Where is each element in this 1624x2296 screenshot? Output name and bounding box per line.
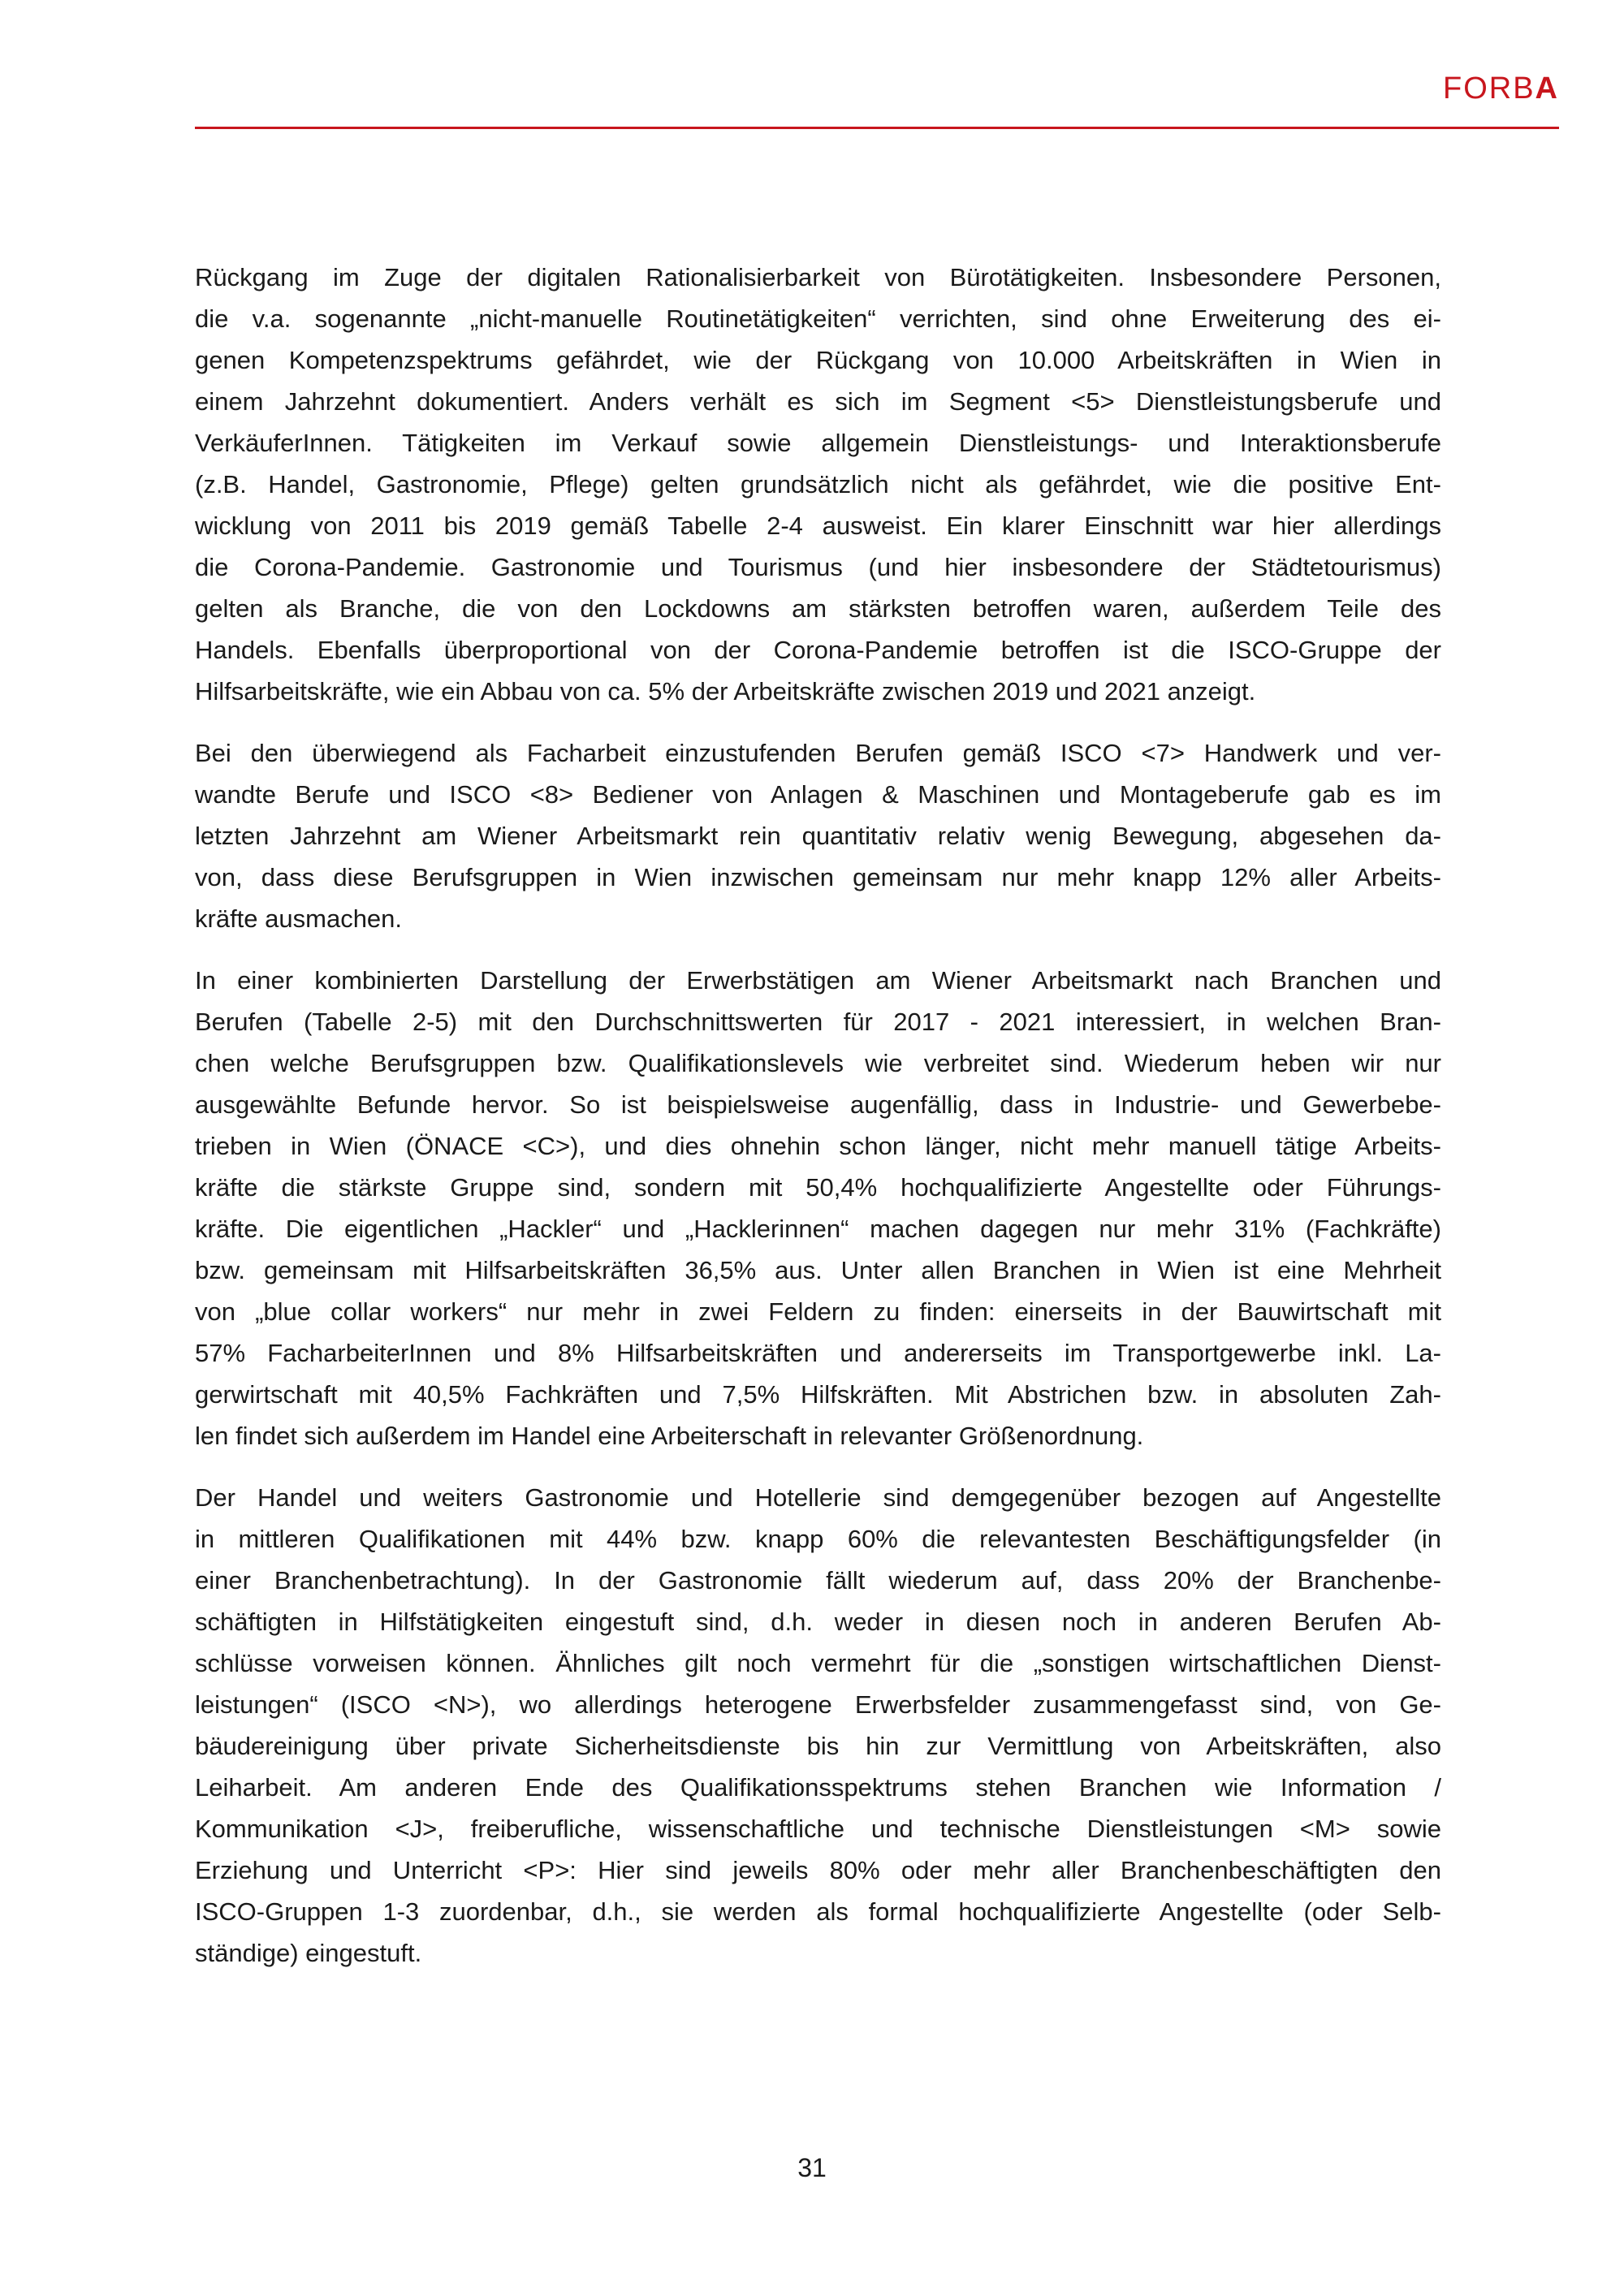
text-line: die v.a. sogenannte „nicht-manuelle Routinetätigkeiten“ verrichten, sind ohne Erweiterung des ei-	[195, 304, 1441, 333]
text-line: einem Jahrzehnt dokumentiert. Anders verhält es sich im Segment <5> Dienstleistungsberufe und	[195, 387, 1441, 416]
paragraph	[195, 1477, 1441, 1974]
text-line: von, dass diese Berufsgruppen in Wien inzwischen gemeinsam nur mehr knapp 12% aller Arbeits-	[195, 863, 1441, 891]
text-line: schlüsse vorweisen können. Ähnliches gilt noch vermehrt für die „sonstigen wirtschaftlichen Dienst-	[195, 1649, 1441, 1677]
text-line: Erziehung und Unterricht <P>: Hier sind jeweils 80% oder mehr aller Branchenbeschäftigten den	[195, 1856, 1441, 1884]
text-line: Bei den überwiegend als Facharbeit einzustufenden Berufen gemäß ISCO <7> Handwerk und ver-	[195, 739, 1441, 767]
paragraph	[195, 960, 1441, 1457]
text-line: leistungen“ (ISCO <N>), wo allerdings heterogene Erwerbsfelder zusammengefasst sind, von Ge-	[195, 1690, 1441, 1719]
text-line: kräfte die stärkste Gruppe sind, sondern mit 50,4% hochqualifizierte Angestellte oder Führungs-	[195, 1173, 1441, 1202]
text-line: genen Kompetenzspektrums gefährdet, wie der Rückgang von 10.000 Arbeitskräften in Wien in	[195, 346, 1441, 374]
text-line: kräfte. Die eigentlichen „Hackler“ und „Hacklerinnen“ machen dagegen nur mehr 31% (Fachkräfte)	[195, 1215, 1441, 1243]
text-line: In einer kombinierten Darstellung der Erwerbstätigen am Wiener Arbeitsmarkt nach Branchen und	[195, 966, 1441, 995]
text-line: len findet sich außerdem im Handel eine Arbeiterschaft in relevanter Größenordnung.	[195, 1422, 1144, 1450]
text-line: Leiharbeit. Am anderen Ende des Qualifikationsspektrums stehen Branchen wie Information /	[195, 1773, 1441, 1802]
page-number: 31	[797, 2153, 827, 2182]
text-line: wandte Berufe und ISCO <8> Bediener von Anlagen & Maschinen und Montageberufe gab es im	[195, 780, 1441, 809]
text-line: Kommunikation <J>, freiberufliche, wissenschaftliche und technische Dienstleistungen <M> sowie	[195, 1815, 1441, 1843]
text-line: Handels. Ebenfalls überproportional von der Corona-Pandemie betroffen ist die ISCO-Gruppe der	[195, 636, 1441, 664]
text-line: Rückgang im Zuge der digitalen Rationalisierbarkeit von Bürotätigkeiten. Insbesondere Personen,	[195, 263, 1441, 291]
text-line: von „blue collar workers“ nur mehr in zwei Feldern zu finden: einerseits in der Bauwirtschaft mit	[195, 1297, 1441, 1326]
header-rule	[195, 127, 1559, 129]
text-line: in mittleren Qualifikationen mit 44% bzw. knapp 60% die relevantesten Beschäftigungsfelder (in	[195, 1525, 1441, 1553]
text-line: Der Handel und weiters Gastronomie und Hotellerie sind demgegenüber bezogen auf Angestellte	[195, 1483, 1441, 1512]
text-line: einer Branchenbetrachtung). In der Gastronomie fällt wiederum auf, dass 20% der Branchenbe-	[195, 1566, 1441, 1595]
text-line: die Corona-Pandemie. Gastronomie und Tourismus (und hier insbesondere der Städtetourismus)	[195, 553, 1441, 581]
text-line: (z.B. Handel, Gastronomie, Pflege) gelten grundsätzlich nicht als gefährdet, wie die positive Ent-	[195, 470, 1441, 498]
text-line: ständige) eingestuft.	[195, 1939, 422, 1967]
text-line: Berufen (Tabelle 2-5) mit den Durchschnittswerten für 2017 - 2021 interessiert, in welchen Bran-	[195, 1008, 1441, 1036]
text-line: gelten als Branche, die von den Lockdowns am stärksten betroffen waren, außerdem Teile des	[195, 594, 1441, 623]
text-line: gerwirtschaft mit 40,5% Fachkräften und 7,5% Hilfskräften. Mit Abstrichen bzw. in absoluten Zah-	[195, 1380, 1441, 1409]
logo-accent: A	[1535, 71, 1559, 106]
body-text	[195, 257, 1441, 1994]
text-line: ausgewählte Befunde hervor. So ist beispielsweise augenfällig, dass in Industrie- und Gewerbebe-	[195, 1090, 1441, 1119]
text-line: letzten Jahrzehnt am Wiener Arbeitsmarkt rein quantitativ relativ wenig Bewegung, abgesehen da-	[195, 822, 1441, 850]
text-line: bäudereinigung über private Sicherheitsdienste bis hin zur Vermittlung von Arbeitskräften, also	[195, 1732, 1441, 1760]
text-line: VerkäuferInnen. Tätigkeiten im Verkauf sowie allgemein Dienstleistungs- und Interaktionsberufe	[195, 429, 1441, 457]
text-line: 57% FacharbeiterInnen und 8% Hilfsarbeitskräften und andererseits im Transportgewerbe inkl. La-	[195, 1339, 1441, 1367]
text-line: schäftigten in Hilfstätigkeiten eingestuft sind, d.h. weder in diesen noch in anderen Berufen Ab-	[195, 1608, 1441, 1636]
text-line: kräfte ausmachen.	[195, 904, 403, 933]
logo-text: FORB	[1442, 71, 1535, 106]
paragraph	[195, 732, 1441, 939]
text-line: Hilfsarbeitskräfte, wie ein Abbau von ca. 5% der Arbeitskräfte zwischen 2019 und 2021 anzeigt.	[195, 677, 1256, 706]
forba-logo	[1443, 71, 1559, 106]
text-line: wicklung von 2011 bis 2019 gemäß Tabelle 2-4 ausweist. Ein klarer Einschnitt war hier allerdings	[195, 511, 1441, 540]
text-line: chen welche Berufsgruppen bzw. Qualifikationslevels wie verbreitet sind. Wiederum heben wir nur	[195, 1049, 1441, 1077]
paragraph	[195, 257, 1441, 712]
text-line: ISCO-Gruppen 1-3 zuordenbar, d.h., sie werden als formal hochqualifizierte Angestellte (oder Selb-	[195, 1897, 1441, 1926]
text-line: bzw. gemeinsam mit Hilfsarbeitskräften 36,5% aus. Unter allen Branchen in Wien ist eine Mehrheit	[195, 1256, 1441, 1284]
text-line: trieben in Wien (ÖNACE <C>), und dies ohnehin schon länger, nicht mehr manuell tätige Arbeits-	[195, 1132, 1441, 1160]
